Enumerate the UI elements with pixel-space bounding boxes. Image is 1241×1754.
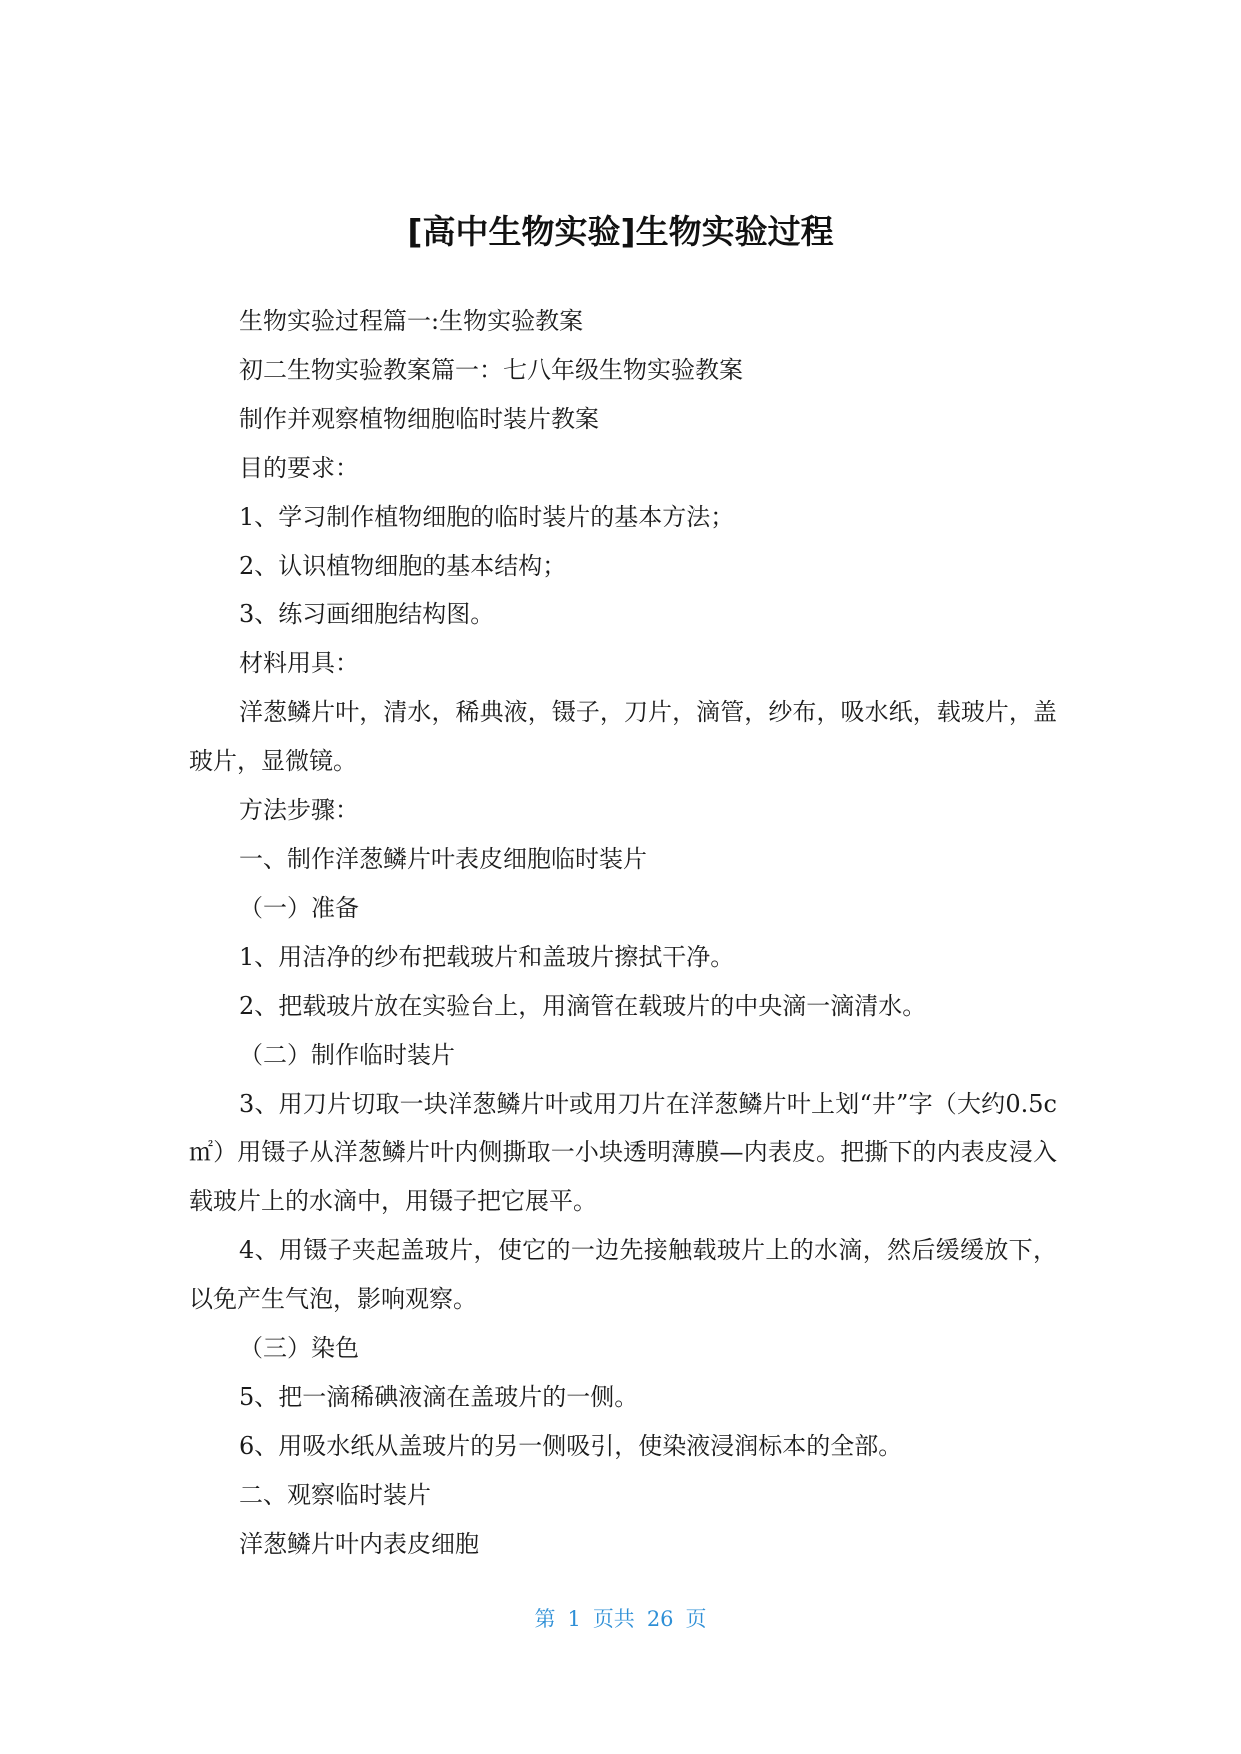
page-title: [高中生物实验]生物实验过程 [407,212,834,252]
paragraph-1: 生物实验过程篇一:生物实验教案 [239,307,584,335]
document-body [189,297,1057,1569]
paragraph-5: 1、学习制作植物细胞的临时装片的基本方法； [239,502,735,531]
footer-page-label: 第 [534,1607,556,1631]
paragraph-6: 2、认识植物细胞的基本结构； [239,551,567,580]
paragraph-8: 材料用具： [239,649,359,678]
paragraph-14: 2、把载玻片放在实验台上，用滴管在载玻片的中央滴一滴清水。 [239,991,927,1020]
paragraph-7: 3、练习画细胞结构图。 [239,600,495,629]
paragraph-4: 目的要求： [239,453,359,482]
paragraph-11: 一、制作洋葱鳞片叶表皮细胞临时装片 [239,844,647,873]
paragraph-9: 洋葱鳞片叶，清水，稀典液，镊子，刀片，滴管，纱布，吸水纸，载玻片，盖玻片，显微镜。 [189,698,1057,776]
paragraph-15: （二）制作临时装片 [239,1040,455,1069]
paragraph-13: 1、用洁净的纱布把载玻片和盖玻片擦拭干净。 [239,942,735,971]
paragraph-3: 制作并观察植物细胞临时装片教案 [239,404,599,433]
footer-total-pages: 26 [646,1607,674,1631]
paragraph-16: 3、用刀片切取一块洋葱鳞片叶或用刀片在洋葱鳞片叶上划“井”字（大约0.5c㎡）用镊子从洋葱鳞片叶内侧撕取一小块透明薄膜—内表皮。把撕下的内表皮浸入载玻片上的水滴中，用镊子把它展平。 [189,1089,1057,1216]
paragraph-12: （一）准备 [239,893,359,922]
paragraph-17: 4、用镊子夹起盖玻片，使它的一边先接触载玻片上的水滴，然后缓缓放下，以免产生气泡，影响观察。 [189,1236,1057,1314]
paragraph-19: 5、把一滴稀碘液滴在盖玻片的一侧。 [239,1382,639,1411]
paragraph-10: 方法步骤： [239,796,359,825]
footer-end-label: 页 [685,1607,707,1631]
paragraph-2: 初二生物实验教案篇一：七八年级生物实验教案 [239,355,743,384]
paragraph-20: 6、用吸水纸从盖玻片的另一侧吸引，使染液浸润标本的全部。 [239,1431,903,1460]
paragraph-18: （三）染色 [239,1334,359,1363]
footer-current-page: 1 [567,1607,581,1631]
paragraph-22: 洋葱鳞片叶内表皮细胞 [239,1529,479,1558]
page-footer [0,1604,1241,1634]
footer-total-label: 页共 [592,1607,635,1631]
paragraph-21: 二、观察临时装片 [239,1480,431,1509]
